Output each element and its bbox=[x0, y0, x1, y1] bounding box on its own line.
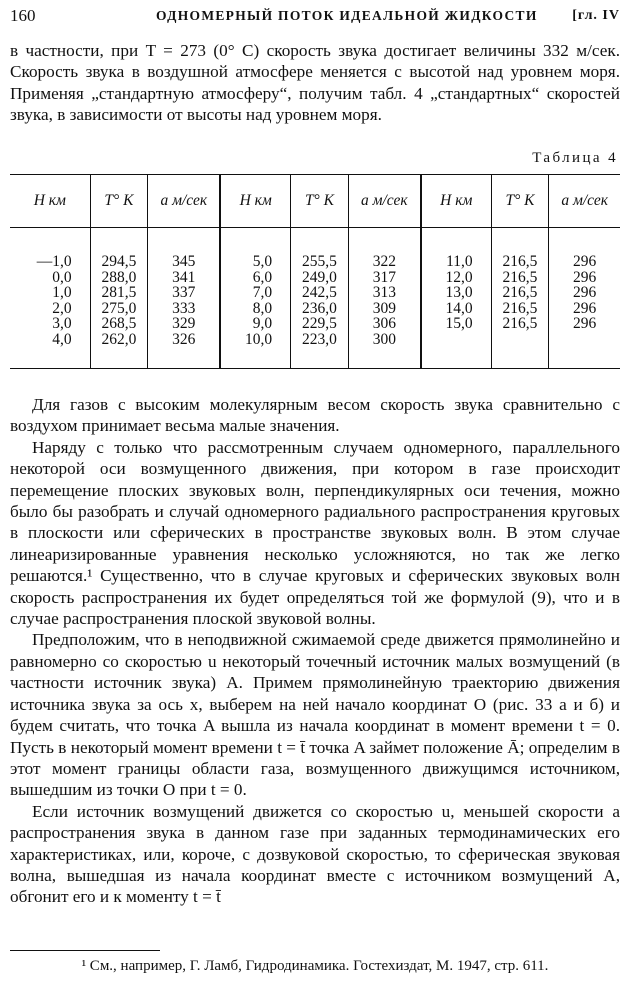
table-cell: 216,5 bbox=[502, 299, 538, 317]
table-cell: 288,0 bbox=[101, 268, 137, 286]
table-cell: 329 bbox=[172, 315, 196, 333]
table-cell: 216,5 bbox=[502, 315, 538, 333]
table-cell: 15,0 bbox=[445, 315, 473, 333]
table-cell: 13,0 bbox=[445, 284, 473, 302]
col-header-h-2: H км bbox=[220, 175, 290, 228]
col-h-3 bbox=[421, 228, 491, 369]
table-cell: 275,0 bbox=[101, 299, 137, 317]
table-cell: 306 bbox=[372, 315, 396, 333]
table-cell: 216,5 bbox=[502, 284, 538, 302]
table-cell: 236,0 bbox=[302, 299, 337, 317]
table-cell: 216,5 bbox=[502, 268, 538, 286]
table-body-row bbox=[10, 228, 620, 369]
table-cell: 249,0 bbox=[302, 268, 337, 286]
intro-block bbox=[10, 40, 620, 126]
col-header-h-3: H км bbox=[421, 175, 491, 228]
table-cell: 294,5 bbox=[101, 253, 137, 270]
chapter-label: [гл. IV bbox=[572, 8, 620, 23]
col-h-1 bbox=[10, 228, 90, 369]
intro-paragraph: в частности, при T = 273 (0° C) скорость звука достигает величины 332 м/сек. Скорость звука в воздушной атмосфере меняется с высотой над уровнем моря. Применяя „стандартную атмосферу“, получим табл. 4 „стандартных“ скоростей звука, в зависимости от высоты над уровнем моря. bbox=[10, 41, 620, 125]
col-t-1 bbox=[90, 228, 148, 369]
table-cell: —1,0 bbox=[36, 253, 72, 270]
running-title: ОДНОМЕРНЫЙ ПОТОК ИДЕАЛЬНОЙ ЖИДКОСТИ bbox=[156, 8, 538, 23]
body-text bbox=[10, 394, 620, 908]
col-a-3 bbox=[549, 228, 620, 369]
col-t-2 bbox=[291, 228, 349, 369]
col-header-h-1: H км bbox=[10, 175, 90, 228]
table-cell: 4,0 bbox=[52, 330, 72, 348]
col-header-a-2: a м/сек bbox=[348, 175, 421, 228]
speed-of-sound-table bbox=[10, 174, 620, 369]
col-header-t-2: T° K bbox=[291, 175, 349, 228]
table-cell: 296 bbox=[573, 268, 597, 286]
table-cell: 268,5 bbox=[101, 315, 137, 333]
footnote: ¹ См., например, Г. Ламб, Гидродинамика. Гостехиздат, М. 1947, стр. 611. bbox=[81, 958, 549, 974]
table-cell: 0,0 bbox=[52, 268, 72, 286]
table-cell: 326 bbox=[172, 330, 196, 348]
col-a-2 bbox=[348, 228, 421, 369]
table-cell: 10,0 bbox=[245, 330, 273, 348]
table-cell: 296 bbox=[573, 284, 597, 302]
col-header-a-3: a м/сек bbox=[549, 175, 620, 228]
paragraph-2: Наряду с только что рассмотренным случаем одномерного, параллельного некоторой оси возмущенного движения, при котором в газе происходит перемещение плоских звуковых волн, перпендикулярных оси течения, можно было бы разобрать и случай одномерного радиального распространения круговых в плоскости или сферических в пространстве звуковых волн. В этом случае линеаризированные уравнения несколько усложняются, но так же легко решаются.¹ Существенно, что в случае круговых и сферических звуковых волн скорость распространения их будет определяться той же формулой (9), что и в случае распространения плоской звуковой волны. bbox=[10, 437, 620, 629]
footnote-rule bbox=[10, 950, 160, 951]
table-cell: 341 bbox=[172, 268, 196, 286]
col-h-2 bbox=[220, 228, 290, 369]
table-cell: 8,0 bbox=[252, 299, 273, 317]
paragraph-3: Предположим, что в неподвижной сжимаемой среде движется прямолинейно и равномерно со скоростью u некоторый точечный источник малых возмущений (в частности источник звука) A. Примем прямолинейную траекторию движения источника звука за ось x, выберем на ней начало координат O (рис. 33 а и б) и будем считать, что точка A вышла из начала координат в момент времени t = 0. Пусть в некоторый момент времени t = t̄ точка A займет положение Ā; определим в этот момент границы области газа, возмущенного движущимся источником, вышедшим из точки O при t = 0. bbox=[10, 630, 620, 800]
col-header-t-3: T° K bbox=[491, 175, 549, 228]
table-cell: 333 bbox=[172, 299, 196, 317]
table-cell: 337 bbox=[172, 284, 196, 302]
paragraph-1: Для газов с высоким молекулярным весом скорость звука сравнительно с воздухом принимает весьма малые значения. bbox=[10, 395, 620, 436]
table-cell: 229,5 bbox=[302, 315, 337, 333]
col-t-3 bbox=[491, 228, 549, 369]
table-cell: 296 bbox=[573, 253, 597, 270]
table-cell: 309 bbox=[372, 299, 396, 317]
table-cell: 296 bbox=[573, 299, 597, 317]
table-header-row bbox=[10, 175, 620, 228]
page-header bbox=[10, 6, 620, 30]
col-a-1 bbox=[148, 228, 221, 369]
table-cell: 3,0 bbox=[52, 315, 72, 333]
table-cell: 345 bbox=[172, 253, 196, 270]
table-cell: 216,5 bbox=[502, 253, 538, 270]
table-cell: 9,0 bbox=[252, 315, 273, 333]
col-header-t-1: T° K bbox=[90, 175, 148, 228]
table-cell: 300 bbox=[372, 330, 396, 348]
table-cell: 2,0 bbox=[52, 299, 72, 317]
table-cell: 262,0 bbox=[101, 330, 137, 348]
table-cell: 7,0 bbox=[252, 284, 273, 302]
table-cell: 14,0 bbox=[445, 299, 473, 317]
table-cell: 281,5 bbox=[101, 284, 137, 302]
page-number: 160 bbox=[10, 6, 36, 25]
table-cell: 242,5 bbox=[302, 284, 337, 302]
table-cell: 223,0 bbox=[302, 330, 337, 348]
table-cell: 11,0 bbox=[446, 253, 473, 270]
table-cell: 255,5 bbox=[302, 253, 337, 270]
paragraph-4: Если источник возмущений движется со скоростью u, меньшей скорости a распространения звука в данном газе при заданных термодинамических его характеристиках, или, короче, с дозвуковой скоростью, то сферическая звуковая волна, вышедшая из начала координат вместе с источником возмущений A, обгонит его и к моменту t = t̄ bbox=[10, 801, 620, 907]
table-cell: 12,0 bbox=[445, 268, 473, 286]
col-header-a-1: a м/сек bbox=[148, 175, 221, 228]
table-cell: 313 bbox=[372, 284, 396, 302]
table-cell: 317 bbox=[372, 268, 396, 286]
table-cell: 1,0 bbox=[52, 284, 72, 302]
table-cell: 5,0 bbox=[252, 253, 273, 270]
table-cell: 296 bbox=[573, 315, 597, 333]
table-cell: 322 bbox=[372, 253, 396, 270]
table-cell: 6,0 bbox=[252, 268, 273, 286]
table-title: Таблица 4 bbox=[532, 150, 618, 166]
